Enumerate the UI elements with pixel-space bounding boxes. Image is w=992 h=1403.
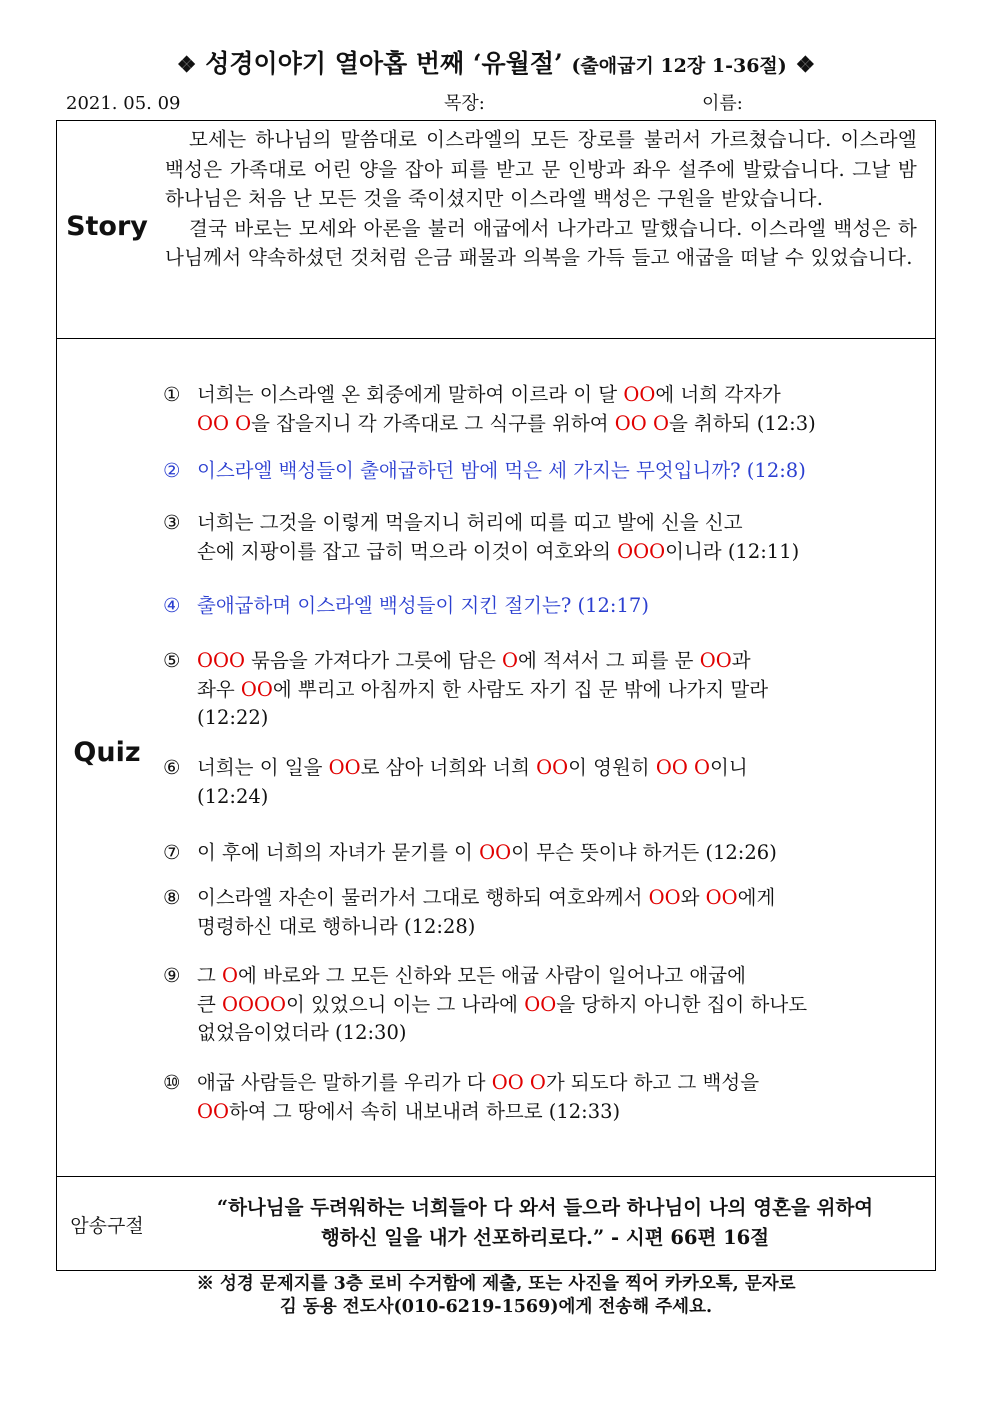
answer-blank: OO (705, 886, 738, 909)
question-number: ④ (163, 594, 181, 617)
question-text-segment: 로 삼아 너희와 너희 (360, 756, 537, 779)
question-line (197, 676, 768, 705)
question-number: ⑥ (163, 756, 181, 779)
question-line (197, 839, 777, 868)
answer-blank: OO O (491, 1071, 546, 1094)
worksheet-title (0, 48, 992, 82)
question-text-segment: 없었음이었더라 (12:30) (197, 1021, 407, 1044)
diamond-icon: ❖ (795, 52, 816, 78)
question-text (197, 509, 799, 566)
question-text-segment: 애굽 사람들은 말하기를 우리가 다 (197, 1071, 492, 1094)
question-text-segment: 묶음을 가져다가 그릇에 담은 (244, 649, 503, 672)
question-line (197, 592, 649, 621)
small-group-field-label: 목장: (444, 93, 485, 114)
question-number: ⑤ (163, 649, 181, 672)
title-scripture-reference: (출애굽기 12장 1-36절) (571, 55, 787, 77)
memory-verse-text (165, 1193, 925, 1253)
answer-blank: OO (197, 1099, 229, 1123)
answer-blank: OO (648, 886, 681, 909)
memory-verse-line: 행하신 일을 내가 선포하리로다.” - 시편 66편 16절 (320, 1226, 770, 1249)
story-paragraph: 모세는 하나님의 말씀대로 이스라엘의 모든 장로를 불러서 가르쳤습니다. 이스라엘 백성은 가족대로 어린 양을 잡아 피를 받고 문 인방과 좌우 설주에 발랐습니다. 그날 밤 하나님은 처음 난 모든 것을 죽이셨지만 이스라엘 백성은 구원을 받았습니다. (165, 128, 917, 210)
question-text-segment: 큰 (197, 992, 223, 1016)
question-line (197, 754, 748, 783)
question-text-segment: 너희는 그것을 이렇게 먹을지니 허리에 띠를 띠고 발에 신을 신고 (197, 511, 743, 534)
answer-blank: O (502, 649, 519, 672)
question-text-segment: 손에 지팡이를 잡고 급히 먹으라 이것이 여호와의 (197, 539, 618, 563)
question-text-segment: 명령하신 대로 행하니라 (12:28) (197, 914, 476, 938)
answer-blank: OOOO (222, 992, 286, 1016)
question-text-segment: 을 당하지 아니한 집이 하나도 (556, 992, 808, 1016)
question-text-segment: 을 잡을지니 각 가족대로 그 식구를 위하여 (251, 411, 615, 435)
answer-blank: OOO (617, 539, 666, 563)
info-line (58, 90, 938, 118)
question-number: ③ (163, 511, 181, 534)
question-text-segment: 이니라 (12:11) (665, 539, 800, 563)
question-text-segment: 과 (731, 649, 751, 672)
memory-verse-section (57, 1177, 935, 1270)
question-number: ⑨ (163, 964, 181, 987)
question-text (197, 839, 777, 868)
name-field-label: 이름: (702, 93, 743, 114)
question-line (197, 381, 816, 410)
story-text (165, 125, 917, 273)
question-text (197, 381, 816, 438)
submission-note-line: 김 동용 전도사(010-6219-1569)에게 전송해 주세요. (279, 1297, 713, 1317)
question-line (197, 783, 748, 812)
worksheet-table (56, 120, 936, 1271)
quiz-label: Quiz (73, 737, 141, 768)
question-text-segment: 이스라엘 백성들이 출애굽하던 밤에 먹은 세 가지는 무엇입니까? (12:8) (197, 459, 806, 482)
question-line (197, 538, 799, 567)
answer-blank: OO (536, 756, 569, 779)
answer-blank: OO (524, 992, 557, 1016)
question-line (197, 509, 799, 538)
question-number: ① (163, 383, 181, 406)
question-text-segment: 가 되도다 하고 그 백성을 (545, 1071, 760, 1094)
question-text-segment: 너희는 이스라엘 온 회중에게 말하여 이르라 이 달 (197, 383, 624, 406)
question-line (197, 647, 768, 676)
question-number: ⑦ (163, 841, 181, 864)
question-text-segment: 이 영원히 (568, 756, 656, 779)
answer-blank: OO (699, 649, 732, 672)
question-line (197, 913, 775, 942)
submission-note (0, 1273, 992, 1319)
question-text-segment: 에 바로와 그 모든 신하와 모든 애굽 사람이 일어나고 애굽에 (238, 964, 746, 987)
answer-blank: OO O (614, 411, 669, 435)
question-text (197, 647, 768, 733)
story-paragraph: 결국 바로는 모세와 아론을 불러 애굽에서 나가라고 말했습니다. 이스라엘 백성은 하나님께서 약속하셨던 것처럼 은금 패물과 의복을 가득 들고 애굽을 떠날 수 있었습니다. (165, 216, 917, 269)
answer-blank: OO (240, 677, 273, 701)
question-text-segment: 와 (680, 886, 706, 909)
answer-blank: OO O (655, 756, 711, 779)
question-text (197, 1069, 759, 1126)
story-label: Story (66, 211, 148, 242)
story-section (57, 121, 935, 339)
question-text-segment: 출애굽하며 이스라엘 백성들이 지킨 절기는? (12:17) (197, 594, 649, 617)
question-line (197, 410, 816, 439)
question-text (197, 592, 649, 621)
quiz-section (57, 339, 935, 1177)
question-text (197, 457, 806, 486)
question-text-segment: 그 (197, 964, 223, 987)
question-text (197, 754, 748, 811)
memory-verse-label: 암송구절 (70, 1215, 144, 1237)
question-text-segment: 에게 (737, 886, 776, 909)
question-line (197, 884, 775, 913)
question-text-segment: (12:22) (197, 706, 269, 729)
answer-blank: OO (623, 383, 656, 406)
question-text-segment: 에 너희 각자가 (655, 383, 781, 406)
question-number: ⑧ (163, 886, 181, 909)
question-text-segment: 이 무슨 뜻이냐 하거든 (12:26) (511, 841, 777, 864)
question-text-segment: 에 적셔서 그 피를 문 (518, 649, 700, 672)
question-number: ⑩ (163, 1071, 181, 1094)
answer-blank: OOO (197, 649, 245, 672)
question-text-segment: 이니 (710, 756, 748, 779)
question-text-segment: 에 뿌리고 아침까지 한 사람도 자기 집 문 밖에 나가지 말라 (272, 677, 769, 701)
diamond-icon: ❖ (176, 52, 197, 78)
question-line (197, 1069, 759, 1098)
question-text (197, 962, 807, 1048)
answer-blank: OO (328, 756, 361, 779)
question-line (197, 704, 768, 733)
question-text (197, 884, 775, 941)
memory-verse-line: “하나님을 두려워하는 너희들아 다 와서 들으라 하나님이 나의 영혼을 위하여 (216, 1196, 874, 1219)
question-text-segment: 하여 그 땅에서 속히 내보내려 하므로 (12:33) (228, 1099, 621, 1123)
question-text-segment: 이스라엘 자손이 물러가서 그대로 행하되 여호와께서 (197, 886, 649, 909)
question-text-segment: (12:24) (197, 784, 269, 808)
question-text-segment: 너희는 이 일을 (197, 756, 329, 779)
question-text-segment: 좌우 (197, 677, 241, 701)
title-text: 성경이야기 열아홉 번째 ‘유월절’ (205, 49, 563, 78)
worksheet-date: 2021. 05. 09 (66, 93, 181, 114)
submission-note-line: ※ 성경 문제지를 3층 로비 수거함에 제출, 또는 사진을 찍어 카카오톡, 문자로 (196, 1274, 796, 1294)
answer-blank: OO (479, 841, 512, 864)
question-number: ② (163, 459, 181, 482)
question-line (197, 1019, 807, 1048)
answer-blank: OO O (197, 411, 252, 435)
question-line (197, 1098, 759, 1127)
question-line (197, 991, 807, 1020)
question-line (197, 457, 806, 486)
question-text-segment: 을 취하되 (12:3) (668, 411, 816, 435)
answer-blank: O (222, 964, 239, 987)
question-line (197, 962, 807, 991)
question-text-segment: 이 후에 너희의 자녀가 묻기를 이 (197, 841, 480, 864)
question-text-segment: 이 있었으니 이는 그 나라에 (286, 992, 525, 1016)
